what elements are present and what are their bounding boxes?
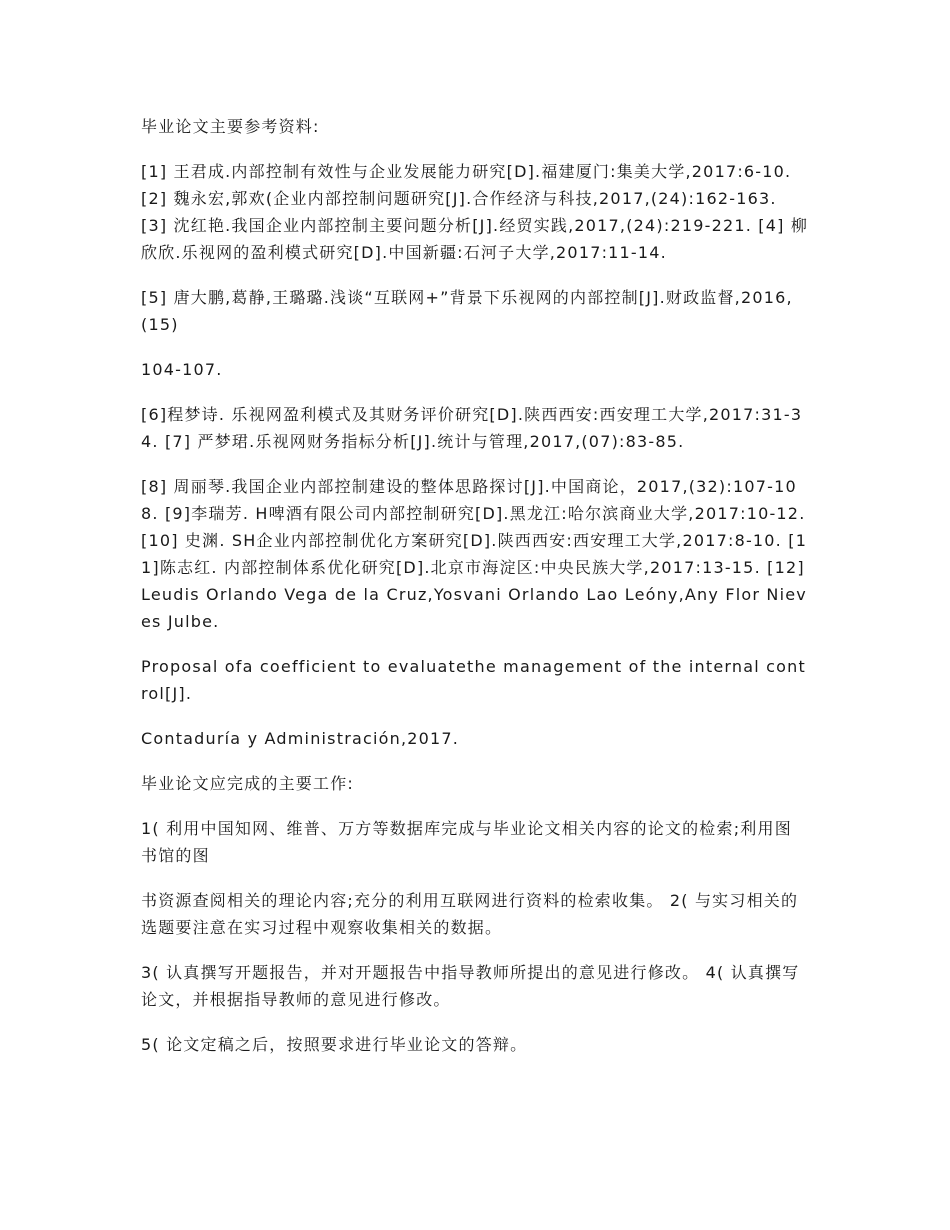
work-item-paragraph: 3( 认真撰写开题报告，并对开题报告中指导教师所提出的意见进行修改。 4( 认真撰写论文，并根据指导教师的意见进行修改。 — [141, 963, 800, 1009]
reference-paragraph: [8] 周丽琴.我国企业内部控制建设的整体思路探讨[J].中国商论，2017,(32):107-108. [9]李瑞芳. H啤酒有限公司内部控制研究[D].黑龙江:哈尔滨商业大学,2017:10-12. [10] 史渊. SH企业内部控制优化方案研究[D].陕西西安:西安理工大学,2017:8-10. [11]陈志红. 内部控制体系优化研究[D].北京市海淀区:中央民族大学,2017:13-15. [12] Leudis Orlando Vega de la Cruz,Yosvani Orlando Lao Leóny,Any Flor Nieves Julbe. — [141, 477, 808, 631]
reference-paragraph: Proposal ofa coefficient to evaluatethe management of the internal control[J]. — [141, 657, 806, 703]
reference-paragraph: 104-107. — [141, 360, 223, 379]
work-item-paragraph: 5( 论文定稿之后，按照要求进行毕业论文的答辩。 — [141, 1035, 528, 1054]
reference-paragraph: [6]程梦诗. 乐视网盈利模式及其财务评价研究[D].陕西西安:西安理工大学,2017:31-34. [7] 严梦珺.乐视网财务指标分析[J].统计与管理,2017,(07):83-85. — [141, 405, 803, 451]
reference-paragraph: [1] 王君成.内部控制有效性与企业发展能力研究[D].福建厦门:集美大学,2017:6-10. [2] 魏永宏,郭欢(企业内部控制问题研究[J].合作经济与科技,2017,(24):162-163. [3] 沈红艳.我国企业内部控制主要问题分析[J].经贸实践,2017,(24):219-221. [4] 柳欣欣.乐视网的盈利模式研究[D].中国新疆:石河子大学,2017:11-14. — [141, 162, 809, 262]
section-heading-references: 毕业论文主要参考资料: — [141, 117, 320, 136]
work-item-paragraph: 1( 利用中国知网、维普、万方等数据库完成与毕业论文相关内容的论文的检索;利用图书馆的图 — [141, 819, 792, 865]
section-heading-work: 毕业论文应完成的主要工作: — [141, 774, 354, 793]
reference-paragraph: Contaduría y Administración,2017. — [141, 729, 460, 748]
work-item-paragraph: 书资源查阅相关的理论内容;充分的利用互联网进行资料的检索收集。 2( 与实习相关的选题要注意在实习过程中观察收集相关的数据。 — [141, 891, 799, 937]
reference-paragraph: [5] 唐大鹏,葛静,王璐璐.浅谈“互联网+”背景下乐视网的内部控制[J].财政监督,2016,(15) — [141, 288, 793, 334]
document-page — [141, 113, 809, 1076]
